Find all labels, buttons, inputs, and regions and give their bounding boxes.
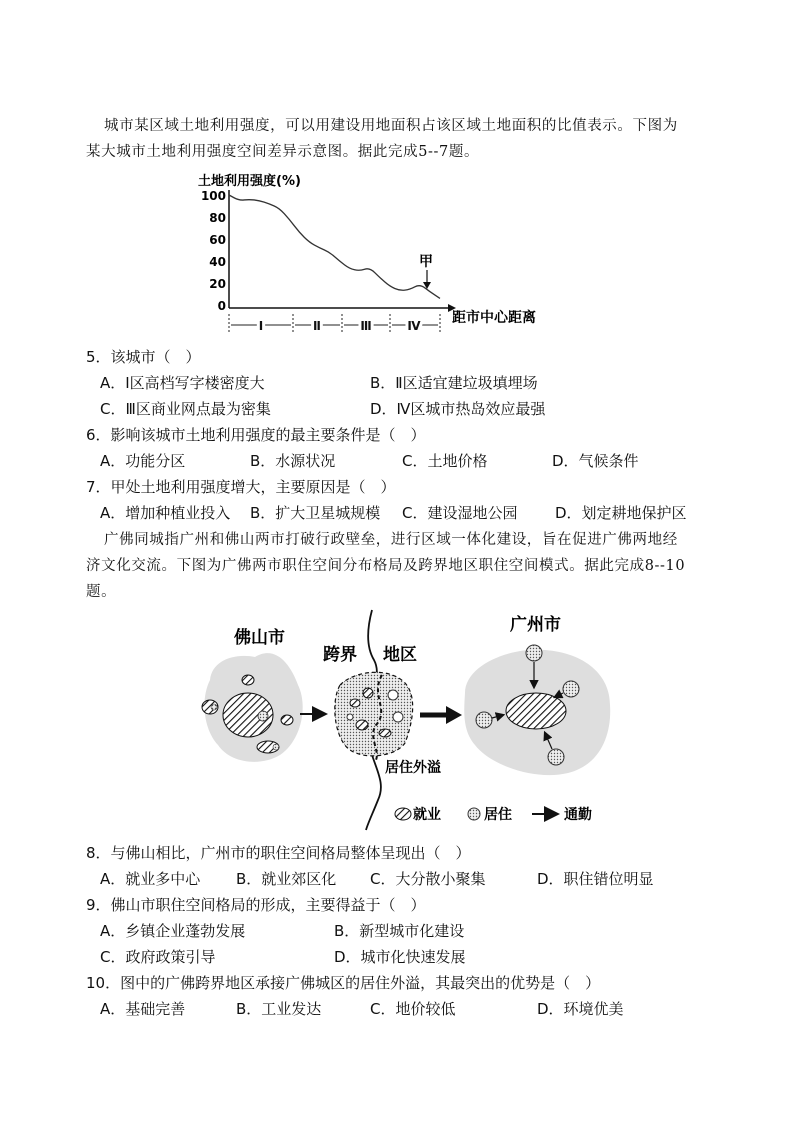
q10-option-d[interactable]: D．环境优美 — [537, 1000, 624, 1018]
kuajie-residence — [347, 714, 353, 720]
kuajie-job-spot — [350, 699, 360, 707]
overflow-label: 居住外溢 — [385, 760, 441, 776]
q9-option-d[interactable]: D．城市化快速发展 — [334, 948, 466, 966]
zone-label: Ⅰ — [258, 319, 264, 333]
chart-ylabel: 土地利用强度(%) — [198, 174, 301, 189]
diqu-label: 地区 — [383, 645, 417, 665]
y-tick: 100 — [200, 189, 226, 203]
guangzhou-residence — [563, 681, 579, 697]
guangzhou-label: 广州市 — [510, 615, 561, 635]
land-use-intensity-chart — [190, 168, 590, 338]
q6-option-b[interactable]: B．水源状况 — [250, 452, 336, 470]
guangzhou-residence — [526, 645, 542, 661]
q8-option-c[interactable]: C．大分散小聚集 — [370, 870, 486, 888]
foshan-residence — [258, 711, 268, 721]
q5-option-b[interactable]: B．Ⅱ区适宜建垃圾填埋场 — [370, 374, 538, 392]
foshan-job-small — [281, 715, 293, 725]
guangzhou-residence — [548, 749, 564, 765]
y-ticks — [201, 189, 226, 313]
kuajie-residence — [393, 712, 403, 722]
y-tick: 80 — [209, 211, 226, 225]
q9-option-a[interactable]: A．乡镇企业蓬勃发展 — [100, 922, 246, 940]
q8-option-a[interactable]: A．就业多中心 — [100, 870, 201, 888]
q6-option-d[interactable]: D．气候条件 — [552, 452, 639, 470]
q10-option-c[interactable]: C．地价较低 — [370, 1000, 456, 1018]
zone-label: Ⅳ — [407, 319, 421, 333]
q8-stem: 8．与佛山相比，广州市的职住空间格局整体呈现出（ ） — [86, 844, 471, 862]
intensity-curve — [229, 195, 440, 298]
foshan-label: 佛山市 — [234, 628, 285, 648]
q5-option-d[interactable]: D．Ⅳ区城市热岛效应最强 — [370, 400, 546, 418]
foshan-residence — [211, 704, 217, 710]
kuajie-label: 跨界 — [323, 645, 357, 665]
q7-option-d[interactable]: D．划定耕地保护区 — [555, 504, 687, 522]
q5-stem: 5．该城市（ ） — [86, 348, 201, 366]
legend-job-label: 就业 — [413, 807, 441, 823]
chart-xlabel: 距市中心距离 — [452, 310, 536, 326]
y-tick: 60 — [209, 233, 226, 247]
intro-paragraph-2-line-1: 广佛同城指广州和佛山两市打破行政壁垒，进行区域一体化建设，旨在促进广佛两地经 — [104, 532, 678, 548]
guangzhou-job-center — [506, 693, 566, 729]
foshan-residence — [273, 744, 279, 750]
zone-label: Ⅱ — [313, 319, 321, 333]
foshan-job-small — [242, 675, 254, 685]
q7-option-c[interactable]: C．建设湿地公园 — [402, 504, 518, 522]
intro-paragraph-2-line-3: 题。 — [86, 584, 117, 600]
legend-home-swatch — [468, 808, 480, 820]
q8-option-b[interactable]: B．就业郊区化 — [236, 870, 337, 888]
kuajie-job-spot — [363, 688, 373, 698]
q9-option-b[interactable]: B．新型城市化建设 — [334, 922, 465, 940]
q9-option-c[interactable]: C．政府政策引导 — [100, 948, 216, 966]
q10-option-b[interactable]: B．工业发达 — [236, 1000, 322, 1018]
y-tick: 20 — [209, 277, 226, 291]
guangfo-diagram — [190, 605, 630, 835]
marker-jia: 甲 — [419, 254, 433, 270]
q7-option-b[interactable]: B．扩大卫星城规模 — [250, 504, 381, 522]
q7-option-a[interactable]: A．增加种植业投入 — [100, 504, 231, 522]
q8-option-d[interactable]: D．职住错位明显 — [537, 870, 654, 888]
legend-job-swatch — [395, 808, 411, 820]
q7-stem: 7．甲处土地利用强度增大，主要原因是（ ） — [86, 478, 396, 496]
zone-label: Ⅲ — [360, 319, 372, 333]
q6-option-c[interactable]: C．土地价格 — [402, 452, 488, 470]
y-tick: 40 — [209, 255, 226, 269]
intro-paragraph-1-line-1: 城市某区域土地利用强度，可以用建设用地面积占该区域土地面积的比值表示。下图为 — [104, 118, 678, 134]
q10-stem: 10．图中的广佛跨界地区承接广佛城区的居住外溢，其最突出的优势是（ ） — [86, 974, 601, 992]
legend-commute-label: 通勤 — [564, 807, 592, 823]
kuajie-job-spot — [379, 729, 391, 737]
q6-option-a[interactable]: A．功能分区 — [100, 452, 186, 470]
commute-arrow-head — [446, 706, 462, 724]
q10-option-a[interactable]: A．基础完善 — [100, 1000, 186, 1018]
zone-labels — [259, 319, 422, 333]
intro-paragraph-2-line-2: 济文化交流。下图为广佛两市职住空间分布格局及跨界地区职住空间模式。据此完成8--10 — [86, 558, 686, 574]
intro-paragraph-1-line-2: 某大城市土地利用强度空间差异示意图。据此完成5--7题。 — [86, 144, 480, 160]
legend-home-label: 居住 — [484, 807, 512, 823]
guangzhou-residence — [476, 712, 492, 728]
q5-option-a[interactable]: A．Ⅰ区高档写字楼密度大 — [100, 374, 265, 392]
y-tick: 0 — [217, 299, 226, 313]
q9-stem: 9．佛山市职住空间格局的形成，主要得益于（ ） — [86, 896, 426, 914]
q5-option-c[interactable]: C．Ⅲ区商业网点最为密集 — [100, 400, 271, 418]
q6-stem: 6．影响该城市土地利用强度的最主要条件是（ ） — [86, 426, 426, 444]
kuajie-residence — [388, 690, 398, 700]
kuajie-job-spot — [356, 720, 368, 730]
